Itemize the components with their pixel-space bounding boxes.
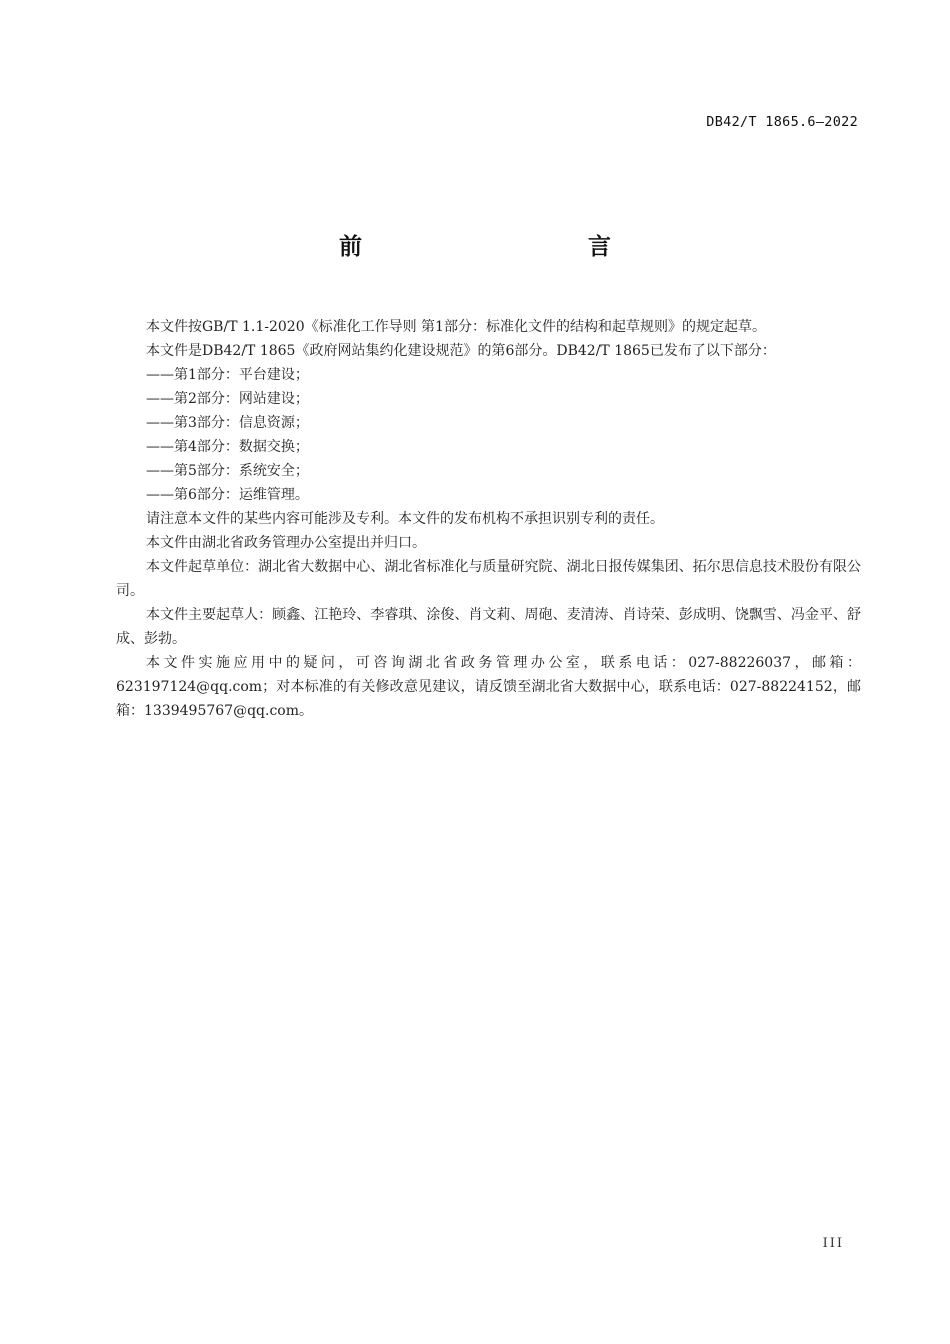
list-item: ——第1部分：平台建设； xyxy=(146,367,309,383)
list-item: ——第2部分：网站建设； xyxy=(146,391,309,407)
page-number: III xyxy=(822,1236,844,1251)
paragraph-drafting-rules: 本文件按GB/T 1.1-2020《标准化工作导则 第1部分：标准化文件的结构和起草规则》的规定起草。 xyxy=(146,319,766,335)
page-title: 前 言 xyxy=(339,234,671,260)
list-item: ——第3部分：信息资源； xyxy=(146,415,309,431)
paragraph-parts-intro: 本文件是DB42/T 1865《政府网站集约化建设规范》的第6部分。DB42/T 1865已发布了以下部分： xyxy=(146,343,776,359)
list-item: ——第4部分：数据交换； xyxy=(146,439,309,455)
standard-code: DB42/T 1865.6—2022 xyxy=(706,114,858,130)
paragraph-drafters: 本文件主要起草人：顾鑫、江艳玲、李睿琪、涂俊、肖文莉、周砲、麦清涛、肖诗荣、彭成明、饶飘雪、冯金平、舒成、彭勃。 xyxy=(116,607,861,647)
paragraph-contact: 本文件实施应用中的疑问，可咨询湖北省政务管理办公室，联系电话：027-88226037，邮箱：623197124@qq.com；对本标准的有关修改意见建议，请反馈至湖北省大数据中心，联系电话：027-88224152，邮箱：1339495767@qq.com。 xyxy=(116,655,861,719)
list-item: ——第6部分：运维管理。 xyxy=(146,487,309,503)
paragraph-drafting-units: 本文件起草单位：湖北省大数据中心、湖北省标准化与质量研究院、湖北日报传媒集团、拓尔思信息技术股份有限公司。 xyxy=(116,559,861,599)
foreword-body xyxy=(116,315,861,723)
list-item: ——第5部分：系统安全； xyxy=(146,463,309,479)
paragraph-proposer: 本文件由湖北省政务管理办公室提出并归口。 xyxy=(146,535,426,551)
parts-list xyxy=(116,363,861,507)
paragraph-patent-notice: 请注意本文件的某些内容可能涉及专利。本文件的发布机构不承担识别专利的责任。 xyxy=(146,511,664,527)
